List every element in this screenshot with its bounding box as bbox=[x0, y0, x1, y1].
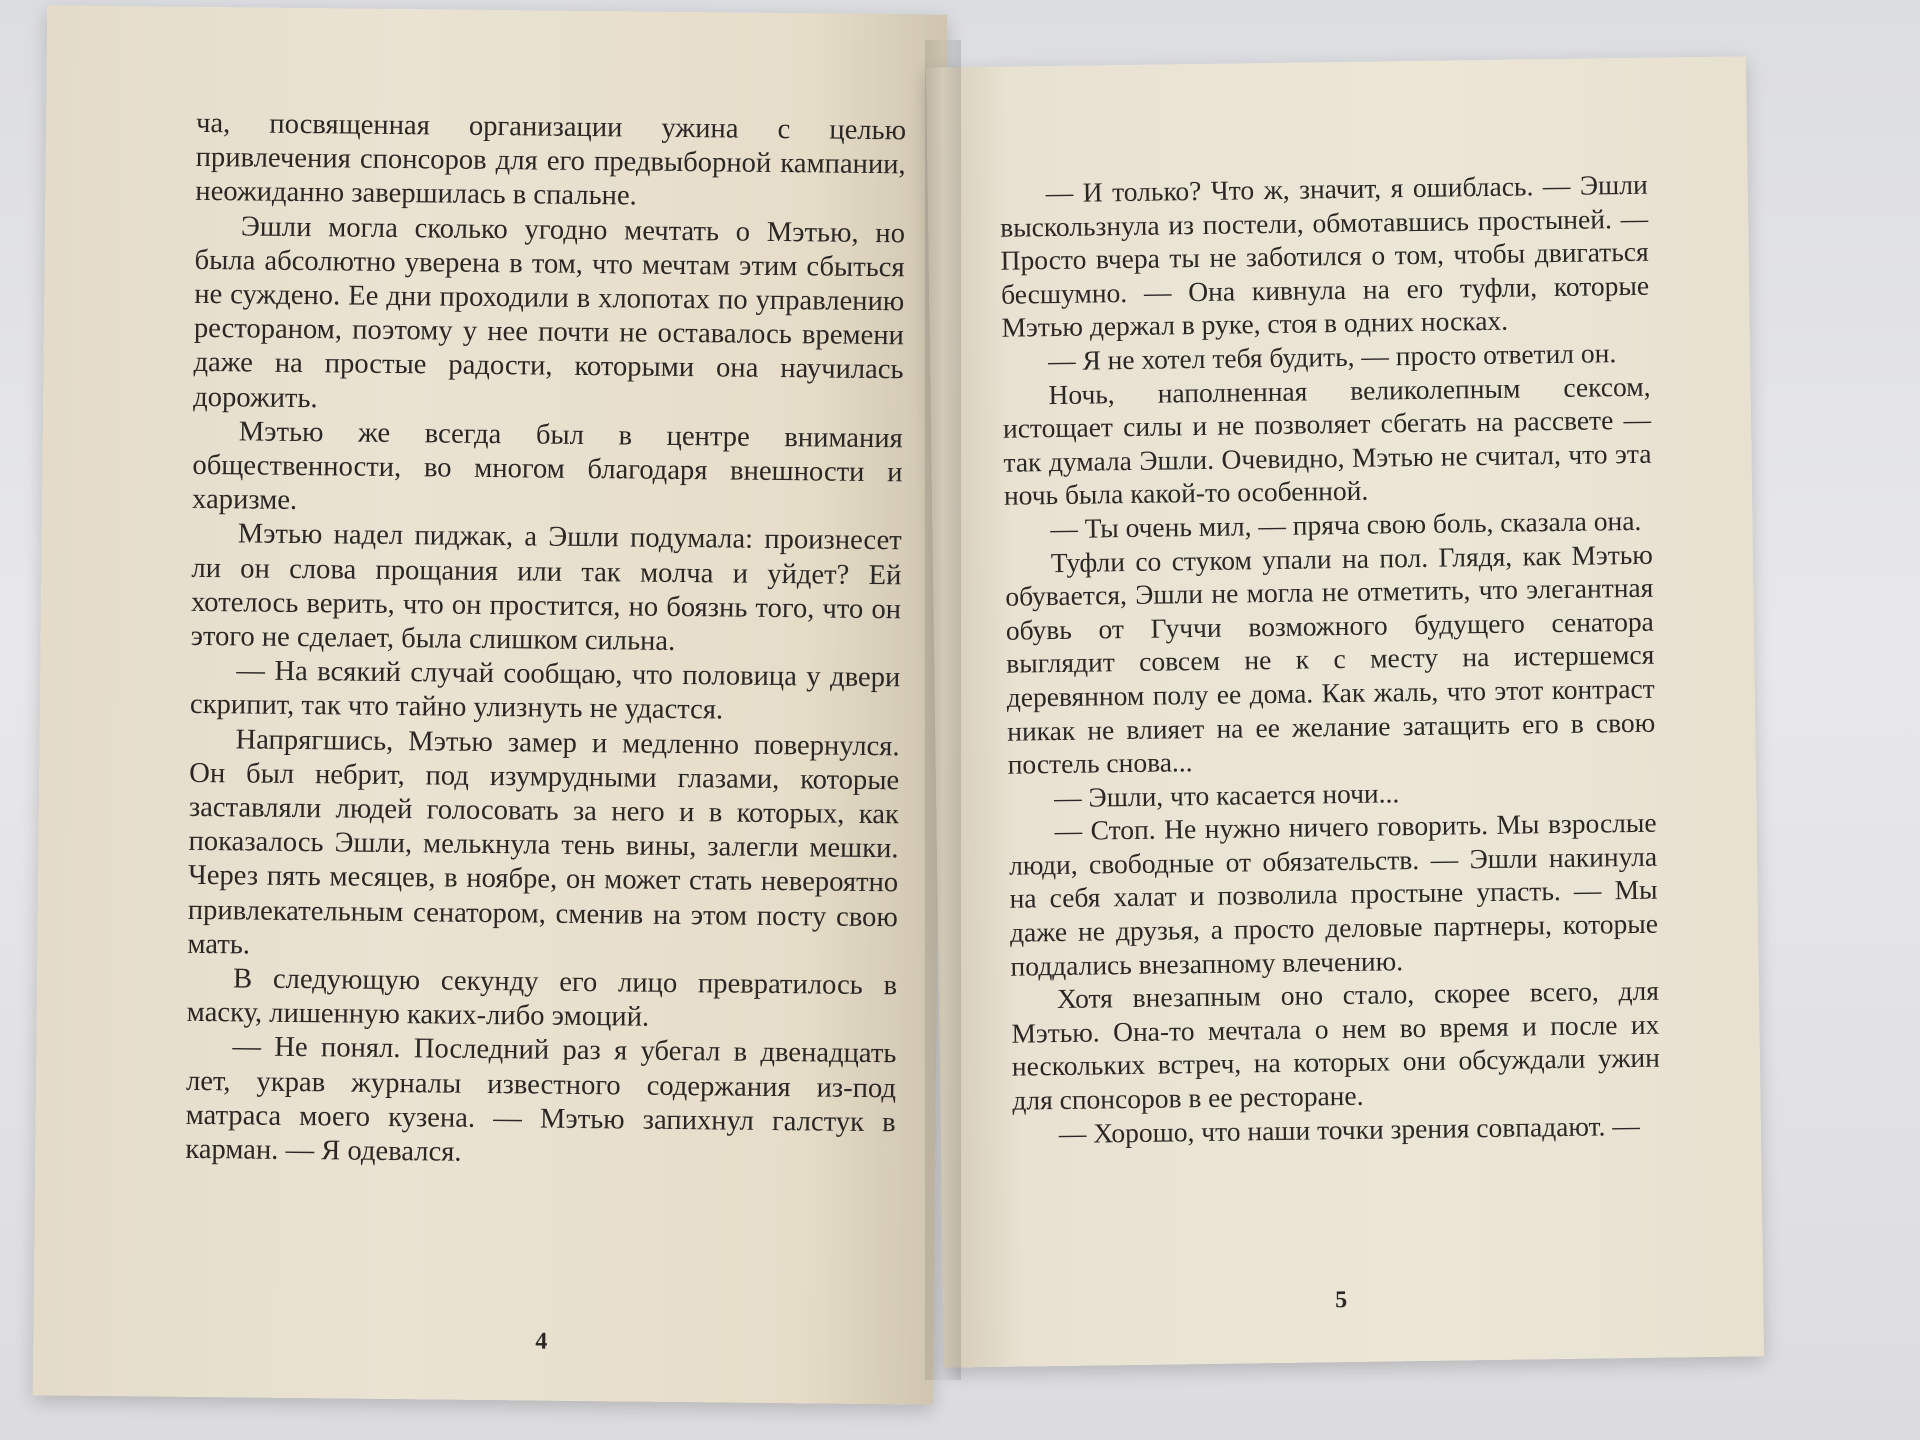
right-paragraph: — Ты очень мил, — пряча свою боль, сказала она. bbox=[1050, 504, 1642, 545]
right-paragraph: — Стоп. Не нужно ничего говорить. Мы взрослые люди, свободные от обязательств. — Эшли накинула на себя халат и позволила простыне упасть. — Мы даже не друзья, а просто деловые партнеры, которые поддались внезапному влечению. bbox=[1008, 806, 1659, 982]
book-spine-shadow bbox=[925, 40, 961, 1380]
left-paragraph: — Не понял. Последний раз я убегал в двенадцать лет, украв журналы известного содержания из-под матраса моего кузена. — Мэтью запихнул галстук в карман. — Я одевался. bbox=[185, 1031, 897, 1168]
left-page-text bbox=[185, 107, 906, 1175]
left-paragraph: Мэтью надел пиджак, а Эшли подумала: произнесет ли он слова прощания или так молча и уйдет? Ей хотелось верить, что он простится, но боязнь того, что он этого не сделает, была слишком сильна. bbox=[190, 518, 902, 657]
right-paragraph: — И только? Что ж, значит, я ошиблась. — Эшли выскользнула из постели, обмотавшись простыней. — Просто вчера ты не заботился о том, чтобы двигаться бесшумно. — Она кивнула на его туфли, которые Мэтью держал в руке, стоя в одних носках. bbox=[999, 168, 1650, 344]
left-paragraph: ча, посвященная организации ужина с целью привлечения спонсоров для его предвыборной кампании, неожиданно завершилась в спальне. bbox=[195, 107, 907, 212]
right-paragraph: Ночь, наполненная великолепным сексом, истощает силы и не позволяет сбегать на рассвете — так думала Эшли. Очевидно, Мэтью не считал, что эта ночь была какой-то особенной. bbox=[1002, 370, 1652, 512]
right-paragraph: — Я не хотел тебя будить, — просто ответил он. bbox=[1047, 337, 1617, 377]
right-paragraph: — Хорошо, что наши точки зрения совпадают. — bbox=[1058, 1109, 1640, 1149]
right-page bbox=[926, 56, 1764, 1367]
right-page-number: 5 bbox=[1335, 1287, 1348, 1314]
right-page-text bbox=[999, 168, 1661, 1151]
right-paragraph: — Эшли, что касается ночи... bbox=[1053, 776, 1400, 813]
right-paragraph: Хотя внезапным оно стало, скорее всего, для Мэтью. Она-то мечтала о нем во время и после их нескольких встреч, на которых они обсуждали ужин для спонсоров в ее ресторане. bbox=[1011, 974, 1661, 1116]
left-paragraph: В следующую секунду его лицо превратилось в маску, лишенную каких-либо эмоций. bbox=[186, 963, 898, 1033]
left-paragraph: Мэтью же всегда был в центре внимания общественности, во многом благодаря внешности и харизме. bbox=[191, 416, 903, 517]
left-page-number: 4 bbox=[535, 1328, 548, 1355]
left-page bbox=[33, 5, 948, 1404]
left-paragraph: Эшли могла сколько угодно мечтать о Мэтью, но была абсолютно уверена в том, что мечтам этим сбыться не суждено. Ее дни проходили в хлопотах по управлению рестораном, поэтому у нее почти не оставалось времени даже на простые радости, которыми она научилась дорожить. bbox=[193, 210, 906, 414]
right-paragraph: Туфли со стуком упали на пол. Глядя, как Мэтью обувается, Эшли не могла не отметить, что элегантная обувь от Гуччи возможного будущего сенатора выглядит совсем не к с месту на истершемся деревянном полу ее дома. Как жаль, что этот контраст никак не влияет на ее желание затащить его в свою постель снова... bbox=[1005, 538, 1656, 780]
left-paragraph: — На всякий случай сообщаю, что половица у двери скрипит, так что тайно улизнуть не удастся. bbox=[189, 655, 901, 726]
left-paragraph: Напрягшись, Мэтью замер и медленно повернулся. Он был небрит, под изумрудными глазами, которые заставляли людей голосовать за него и в которых, как показалось Эшли, мелькнула тень вины, залегли мешки. Через пять месяцев, в ноябре, он может стать невероятно привлекательным сенатором, сменив на этом посту свою мать. bbox=[187, 723, 900, 961]
